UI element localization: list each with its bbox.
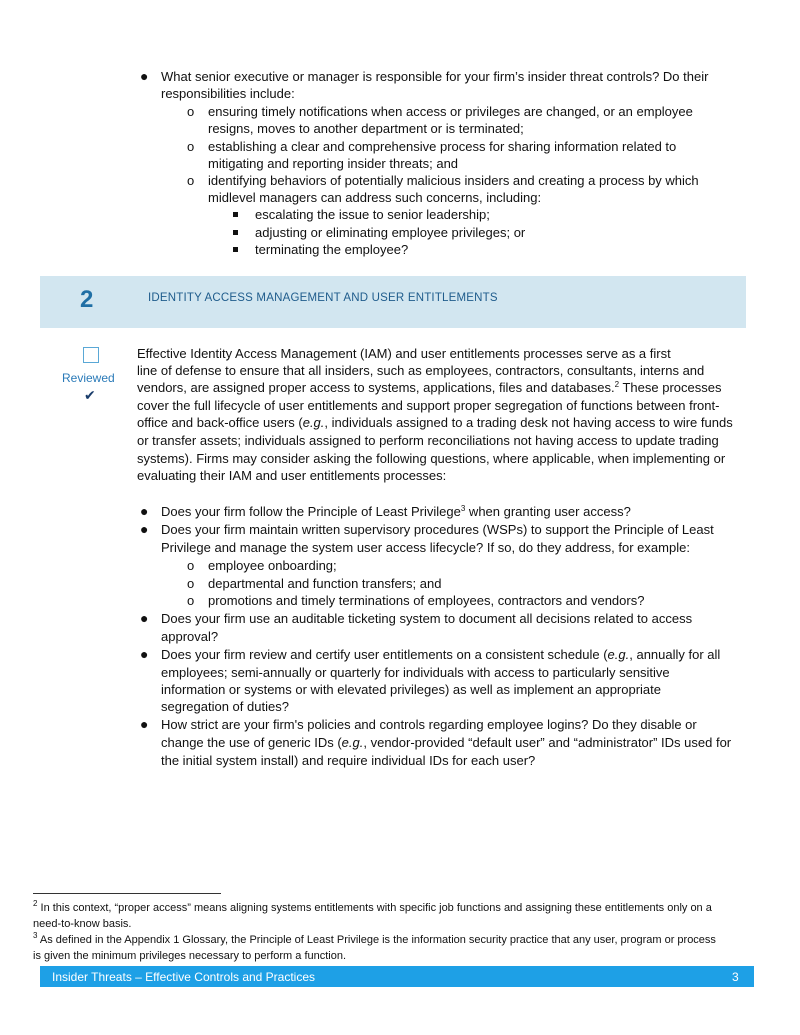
section-title: IDENTITY ACCESS MANAGEMENT AND USER ENTITLEMENTS: [148, 292, 498, 304]
sub-item-text: resigns, moves to another department or is terminated;: [208, 121, 524, 136]
square-bullet-icon: [233, 247, 238, 252]
sub-sub-item-text: adjusting or eliminating employee privileges; or: [255, 225, 526, 240]
emphasis-text: e.g.: [607, 647, 630, 662]
question-text: segregation of duties?: [161, 699, 289, 714]
emphasis-text: e.g.: [302, 415, 325, 430]
paragraph-line: systems). Firms may consider asking the following questions, where applicable, when implementing or: [137, 451, 726, 466]
bullet-icon: ●: [140, 610, 149, 626]
footnote-2-cont: need-to-know basis.: [33, 918, 132, 930]
bullet-icon: ●: [140, 503, 149, 519]
question-text-part: change the use of generic IDs (: [161, 735, 342, 750]
question-text: Does your firm maintain written supervisory procedures (WSPs) to support the Principle of Least: [161, 522, 714, 537]
question-text: [161, 734, 731, 751]
sub-item-text: departmental and function transfers; and: [208, 576, 442, 591]
footnote-ref[interactable]: 2: [614, 380, 620, 389]
bullet-icon: ●: [140, 716, 149, 732]
sub-bullet-marker: o: [187, 558, 195, 573]
footnote-number: 2: [33, 899, 38, 908]
question-text: How strict are your firm's policies and controls regarding employee logins? Do they disable or: [161, 717, 697, 732]
question-text: responsibilities include:: [161, 86, 295, 101]
page-number: 3: [732, 970, 739, 984]
footnote-divider: [33, 893, 221, 894]
paragraph-text: These processes: [619, 380, 722, 395]
question-text: What senior executive or manager is responsible for your firm’s insider threat controls? Do their: [161, 69, 709, 84]
question-text: employees; semi-annually or quarterly for individuals with access to particularly sensitive: [161, 665, 670, 680]
paragraph-text: office and back-office users (: [137, 415, 303, 430]
sub-bullet-marker: o: [187, 173, 195, 188]
footnote-text: In this context, “proper access” means aligning systems entitlements with specific job functions and assigning these entitlements only on a: [37, 902, 712, 914]
sub-item-text: identifying behaviors of potentially malicious insiders and creating a process by which: [208, 173, 699, 188]
checkmark-icon: ✔: [84, 387, 96, 403]
sub-item-text: employee onboarding;: [208, 558, 337, 573]
sub-bullet-marker: o: [187, 139, 195, 154]
footnote-2: [33, 901, 712, 916]
footnote-3-cont: is given the minimum privileges necessary to perform a function.: [33, 950, 347, 962]
sub-sub-item-text: terminating the employee?: [255, 242, 409, 257]
footer-title: Insider Threats – Effective Controls and Practices: [52, 970, 316, 984]
emphasis-text: e.g.: [341, 735, 364, 750]
question-text: the initial system install) and require individual IDs for each user?: [161, 753, 536, 768]
sub-item-text: ensuring timely notifications when access or privileges are changed, or an employee: [208, 104, 693, 119]
question-text: Privilege and manage the system user access lifecycle? If so, do they address, for example:: [161, 540, 690, 555]
paragraph-line: [137, 379, 721, 396]
paragraph-line: evaluating their IAM and user entitlements processes:: [137, 468, 447, 483]
question-text: [161, 503, 631, 520]
question-text: Does your firm use an auditable ticketing system to document all decisions related to access: [161, 611, 693, 626]
square-bullet-icon: [233, 230, 238, 235]
paragraph-text: vendors, are assigned proper access to systems, applications, files and databases.: [137, 380, 615, 395]
footnote-3: [33, 933, 716, 948]
section-number: 2: [80, 286, 94, 313]
question-text-part: when granting user access?: [465, 504, 631, 519]
bullet-icon: ●: [140, 68, 149, 84]
sub-bullet-marker: o: [187, 576, 195, 591]
question-text: [161, 646, 720, 663]
square-bullet-icon: [233, 212, 238, 217]
paragraph-line: Effective Identity Access Management (IAM) and user entitlements processes serve as a first: [137, 346, 671, 361]
sub-item-text: mitigating and reporting insider threats; and: [208, 156, 459, 171]
paragraph-line: [137, 414, 733, 431]
sub-item-text: midlevel managers can address such concerns, including:: [208, 190, 542, 205]
paragraph-line: or transfer assets; individuals assigned to perform reconciliations not having access to update trading: [137, 433, 719, 448]
paragraph-text: , individuals assigned to a trading desk not having access to wire funds: [324, 415, 733, 430]
sub-item-text: establishing a clear and comprehensive process for sharing information related to: [208, 139, 677, 154]
footnote-text: As defined in the Appendix 1 Glossary, the Principle of Least Privilege is the information security practice that any user, program or process: [37, 934, 716, 946]
reviewed-label: Reviewed: [62, 371, 115, 385]
question-text-part: Does your firm follow the Principle of Least Privilege: [161, 504, 461, 519]
bullet-icon: ●: [140, 646, 149, 662]
paragraph-line: line of defense to ensure that all insiders, such as employees, contractors, consultants, interns and: [137, 363, 705, 378]
question-text-part: Does your firm review and certify user entitlements on a consistent schedule (: [161, 647, 608, 662]
paragraph-line: cover the full lifecycle of user entitlements and support proper segregation of functions between front-: [137, 398, 720, 413]
footnote-number: 3: [33, 931, 38, 940]
question-text-part: , annually for all: [629, 647, 721, 662]
question-text: information or systems or with elevated privileges) as well as implement an appropriate: [161, 682, 661, 697]
bullet-icon: ●: [140, 521, 149, 537]
question-text-part: , vendor-provided “default user” and “administrator” IDs used for: [363, 735, 732, 750]
sub-sub-item-text: escalating the issue to senior leadership;: [255, 207, 490, 222]
sub-item-text: promotions and timely terminations of employees, contractors and vendors?: [208, 593, 645, 608]
footnote-ref[interactable]: 3: [460, 504, 466, 513]
question-text: approval?: [161, 629, 219, 644]
sub-bullet-marker: o: [187, 104, 195, 119]
sub-bullet-marker: o: [187, 593, 195, 608]
reviewed-checkbox[interactable]: [83, 347, 99, 363]
